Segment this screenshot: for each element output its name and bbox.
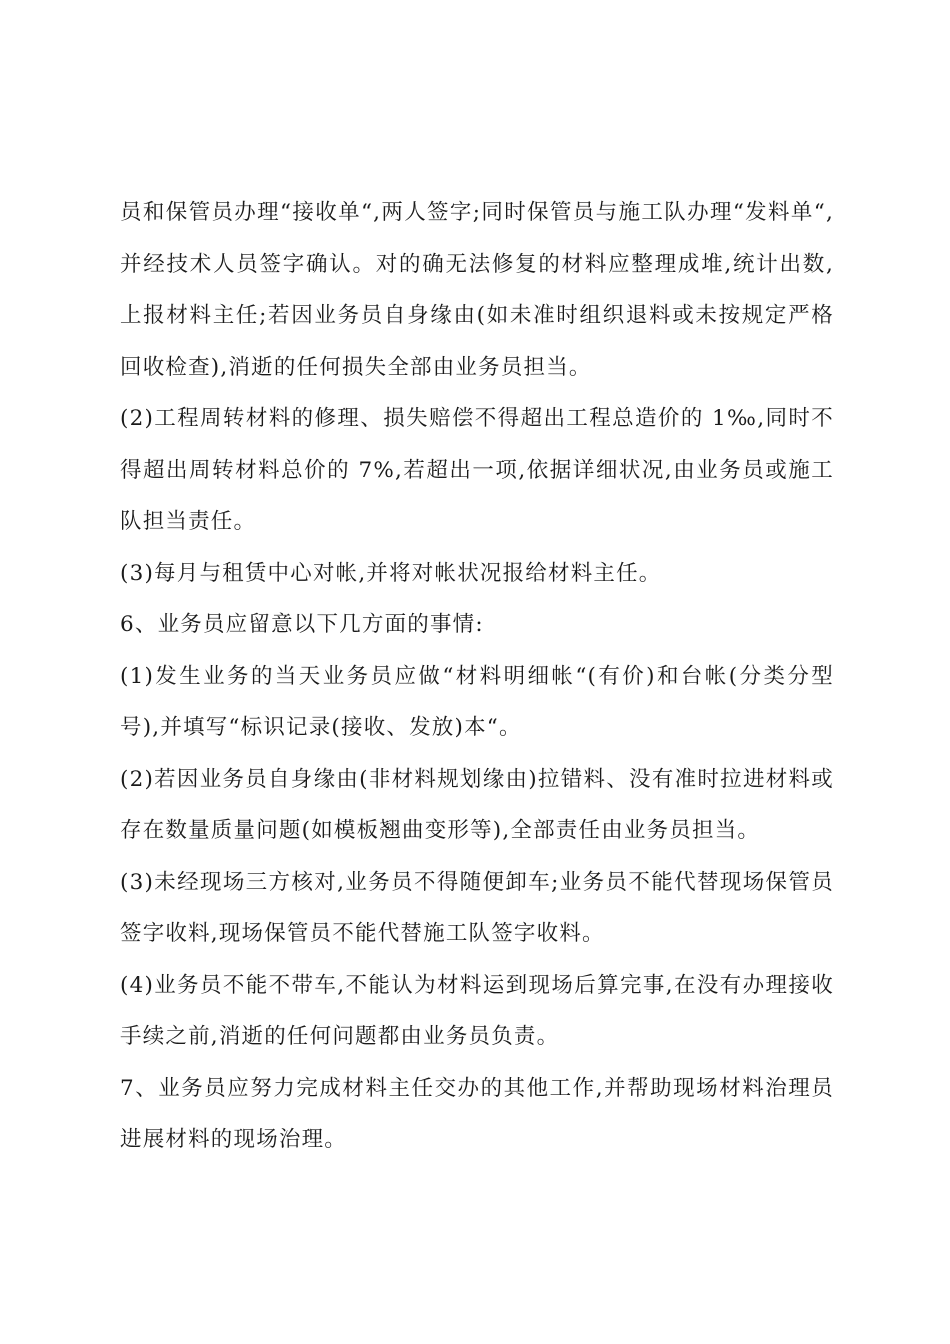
paragraph-item-2-responsibility: (2)若因业务员自身缘由(非材料规划缘由)拉错料、没有准时拉进材料或存在数量质量问题(如模板翘曲变形等),全部责任由业务员担当。 (120, 766, 834, 843)
paragraph-item-3-unloading: (3)未经现场三方核对,业务员不得随便卸车;业务员不能代替现场保管员签字收料,现场保管员不能代替施工队签字收料。 (120, 869, 834, 946)
paragraph-section-7: 7、业务员应努力完成材料主任交办的其他工作,并帮助现场材料治理员进展材料的现场治理。 (120, 1075, 834, 1152)
paragraph-item-1-ledger: (1)发生业务的当天业务员应做“材料明细帐“(有价)和台帐(分类分型号),并填写“标识记录(接收、发放)本“。 (120, 663, 834, 740)
paragraph-continuation: 员和保管员办理“接收单“,两人签字;同时保管员与施工队办理“发料单“,并经技术人员签字确认。对的确无法修复的材料应整理成堆,统计出数,上报材料主任;若因业务员自身缘由(如未准时组织退料或未按规定严格回收检查),消逝的任何损失全部由业务员担当。 (120, 200, 834, 380)
document-body (120, 187, 834, 1166)
paragraph-section-6-heading: 6、业务员应留意以下几方面的事情: (120, 612, 484, 637)
paragraph-item-2-repair-loss: (2)工程周转材料的修理、损失赔偿不得超出工程总造价的 1‰,同时不得超出周转材料总价的 7%,若超出一项,依据详细状况,由业务员或施工队担当责任。 (120, 406, 834, 534)
paragraph-item-4-accompany: (4)业务员不能不带车,不能认为材料运到现场后算完事,在没有办理接收手续之前,消逝的任何问题都由业务员负责。 (120, 972, 834, 1049)
paragraph-item-3-reconciliation: (3)每月与租赁中心对帐,并将对帐状况报给材料主任。 (120, 560, 662, 586)
